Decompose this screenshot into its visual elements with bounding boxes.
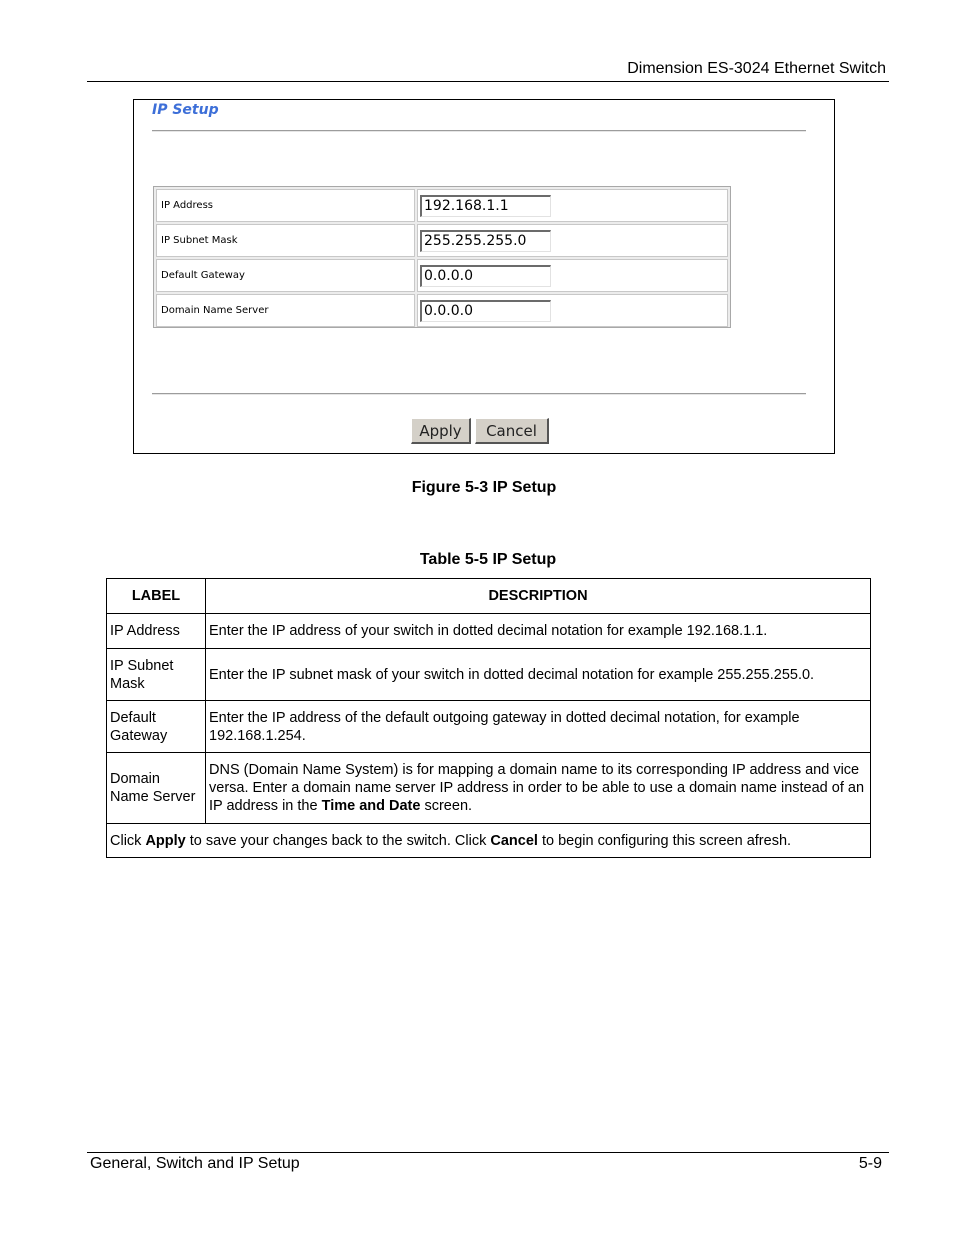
dns-input[interactable]	[420, 300, 551, 322]
page-number: 5-9	[858, 1155, 882, 1172]
apply-button[interactable]: Apply	[411, 418, 471, 444]
label-column-header: LABEL	[107, 579, 206, 614]
cancel-reference: Cancel	[490, 832, 538, 849]
row-description	[206, 753, 871, 824]
dns-description-end: screen.	[420, 798, 473, 814]
table-row	[107, 753, 871, 824]
table-row	[107, 701, 871, 753]
ip-setup-table	[106, 578, 871, 858]
cancel-button[interactable]: Cancel	[475, 418, 549, 444]
dns-description-text: DNS (Domain Name System) is for mapping a domain name to its corresponding IP address and vice versa. Enter a domain name server IP address in order to be able to use a domain name instead of an IP address in the	[209, 762, 865, 814]
figure-caption: Figure 5-3 IP Setup	[411, 479, 557, 496]
ip-setup-screenshot	[133, 99, 835, 454]
table-header-row	[107, 579, 871, 614]
screen-title: IP Setup	[152, 102, 219, 118]
form-row-ip-address	[155, 188, 729, 223]
row-description: Enter the IP subnet mask of your switch in dotted decimal notation for example 255.255.255.0.	[206, 649, 871, 701]
default-gateway-cell	[417, 259, 728, 292]
footer-section-title: General, Switch and IP Setup	[90, 1155, 300, 1172]
row-label: IP Address	[107, 614, 206, 649]
apply-reference: Apply	[145, 832, 186, 849]
bottom-divider	[152, 393, 806, 395]
header-rule	[87, 81, 889, 82]
footer-note	[107, 824, 871, 858]
dns-cell	[417, 294, 728, 327]
subnet-mask-label: IP Subnet Mask	[156, 224, 415, 257]
dns-label: Domain Name Server	[156, 294, 415, 327]
footer-rule	[87, 1152, 889, 1153]
subnet-mask-cell	[417, 224, 728, 257]
footer-text-2: to save your changes back to the switch. Click	[185, 832, 491, 849]
table-row	[107, 649, 871, 701]
footer-text-1: Click	[110, 832, 146, 849]
footer-text-3: to begin configuring this screen afresh.	[537, 832, 792, 849]
ip-address-cell	[417, 189, 728, 222]
ip-setup-form	[153, 186, 731, 328]
row-label: Default Gateway	[107, 701, 206, 753]
time-and-date-reference: Time and Date	[321, 798, 421, 814]
row-description: Enter the IP address of your switch in dotted decimal notation for example 192.168.1.1.	[206, 614, 871, 649]
row-label: Domain Name Server	[107, 753, 206, 824]
page-header-title: Dimension ES-3024 Ethernet Switch	[627, 60, 886, 77]
default-gateway-label: Default Gateway	[156, 259, 415, 292]
table-caption: Table 5-5 IP Setup	[419, 551, 557, 568]
table-footer-row	[107, 824, 871, 858]
ip-address-input[interactable]	[420, 195, 551, 217]
subnet-mask-input[interactable]	[420, 230, 551, 252]
row-label: IP Subnet Mask	[107, 649, 206, 701]
ip-address-label: IP Address	[156, 189, 415, 222]
row-description: Enter the IP address of the default outgoing gateway in dotted decimal notation, for example 192.168.1.254.	[206, 701, 871, 753]
form-row-default-gateway	[155, 258, 729, 293]
form-row-dns	[155, 293, 729, 328]
table-row	[107, 614, 871, 649]
description-column-header: DESCRIPTION	[206, 579, 871, 614]
title-divider	[152, 130, 806, 132]
default-gateway-input[interactable]	[420, 265, 551, 287]
form-row-subnet-mask	[155, 223, 729, 258]
